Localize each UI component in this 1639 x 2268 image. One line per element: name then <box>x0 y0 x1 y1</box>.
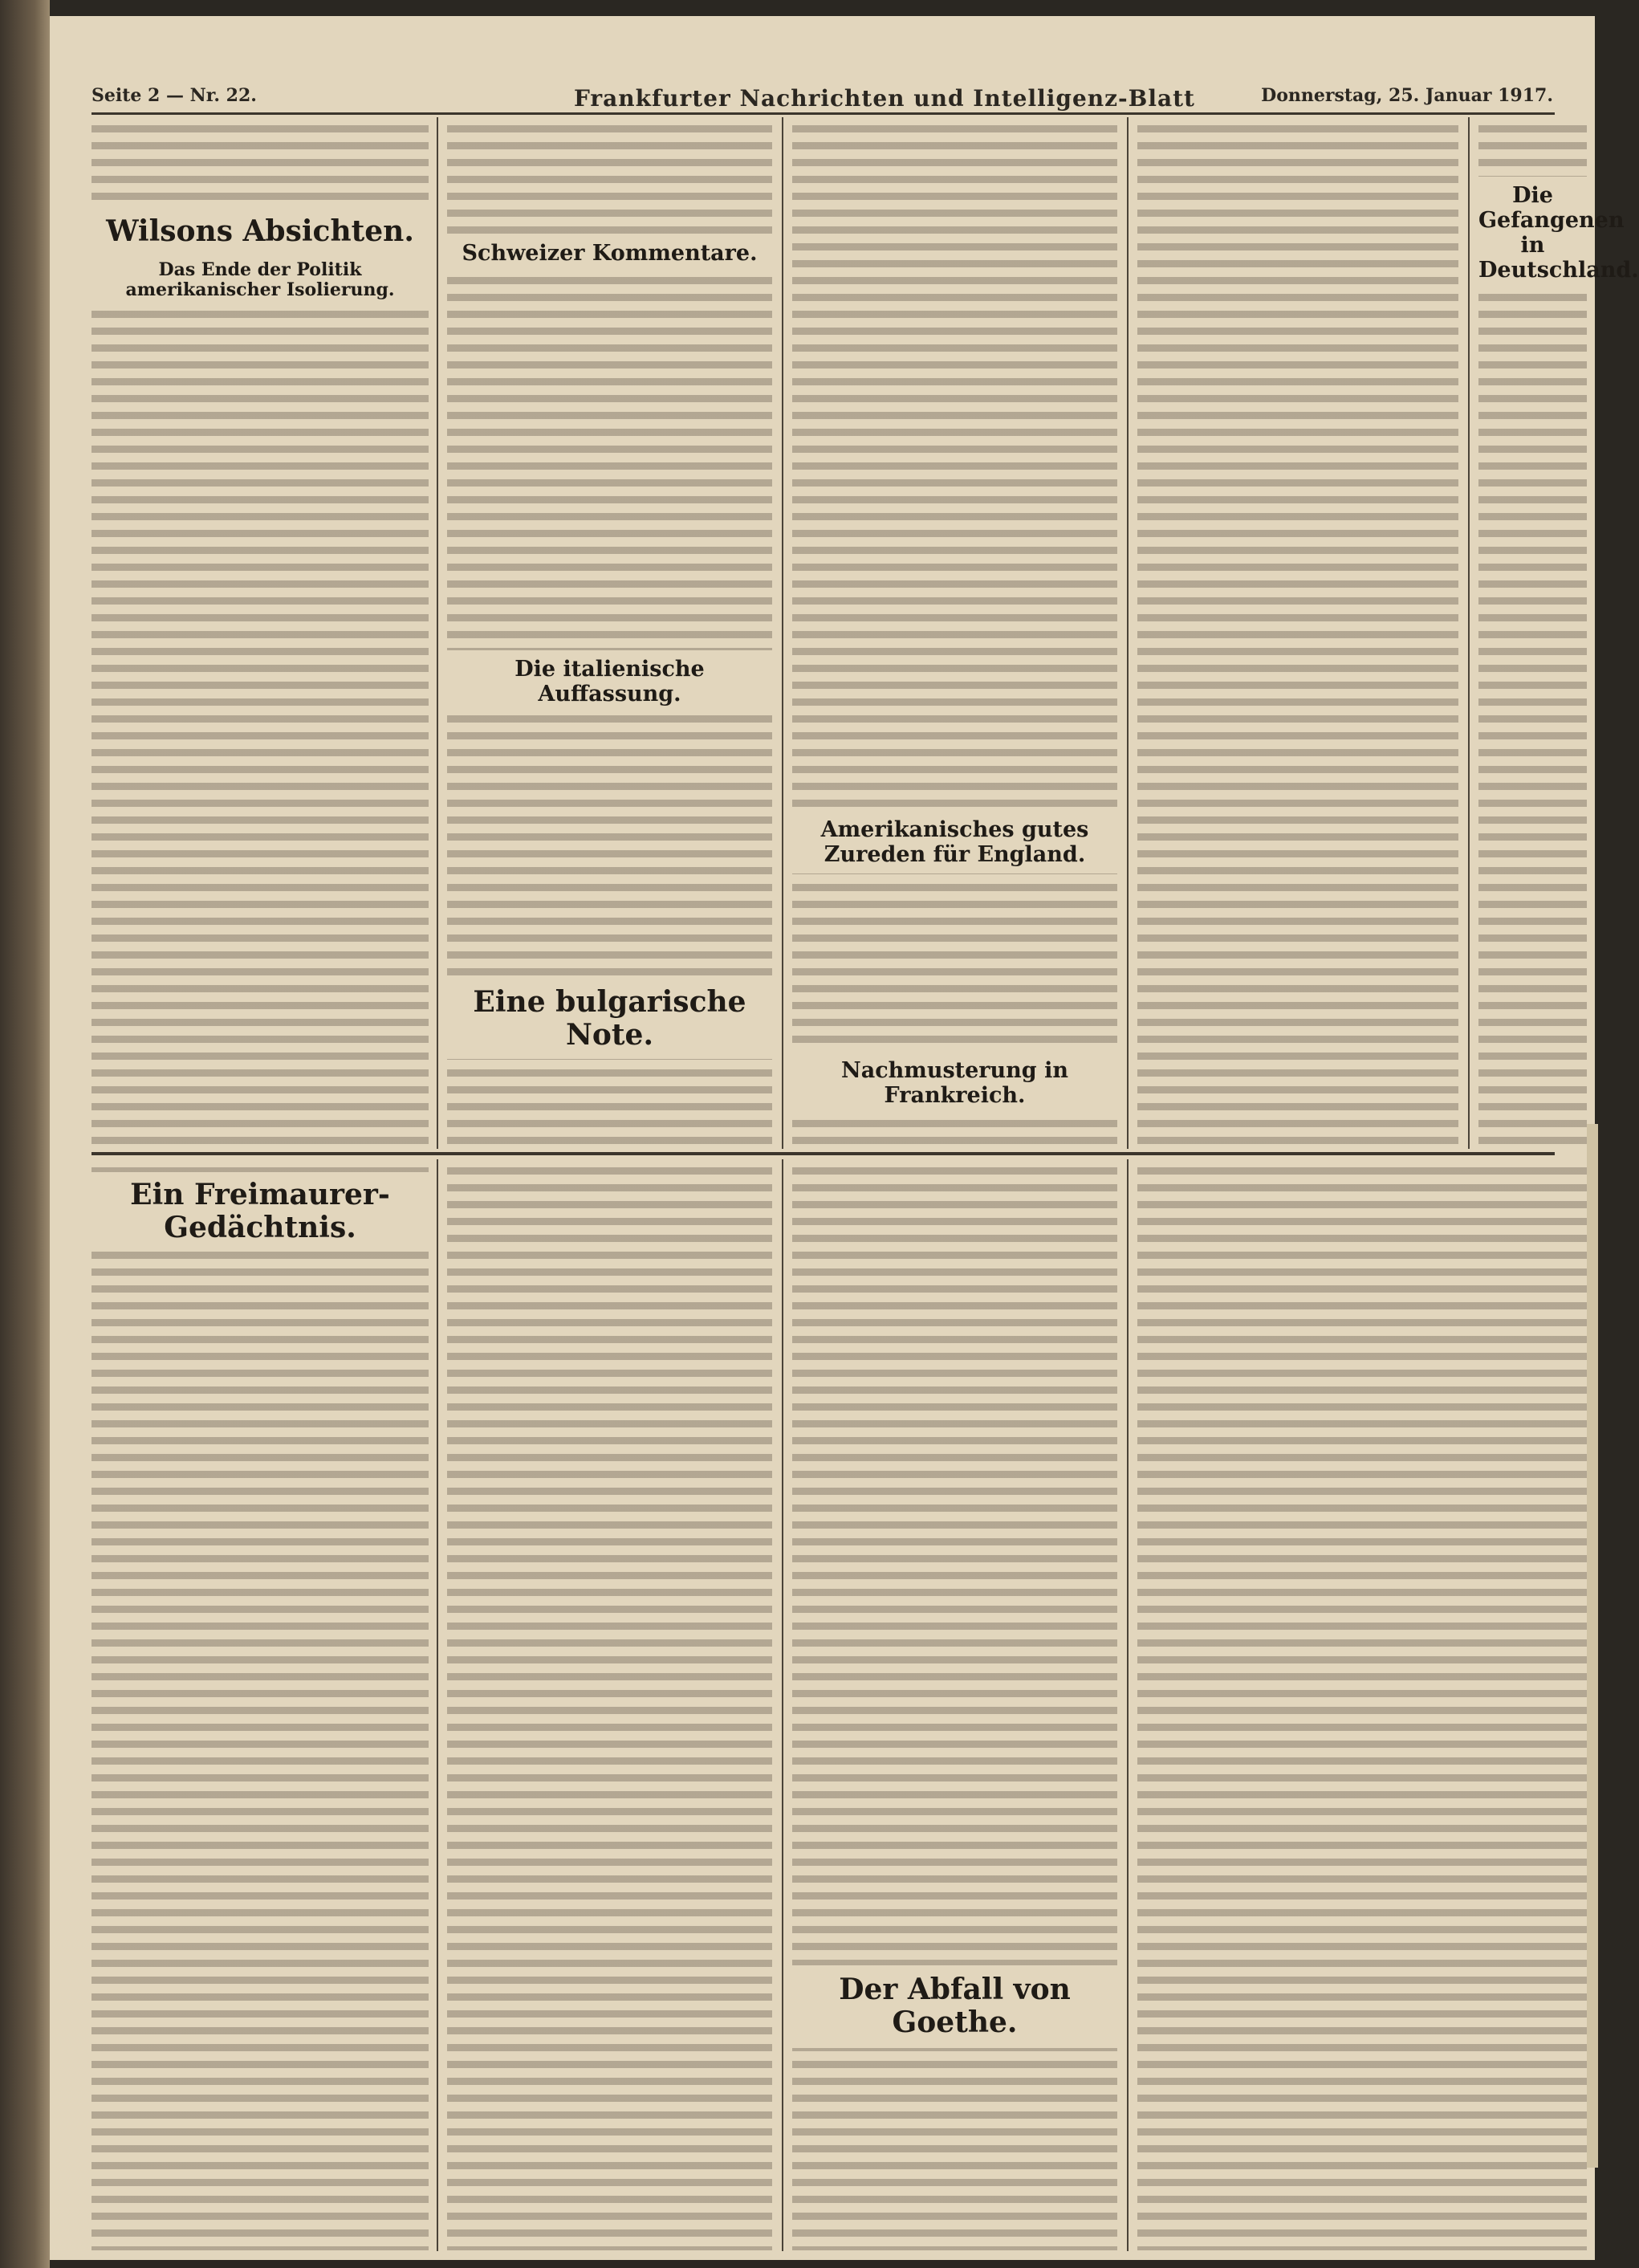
article-headline-american: Amerikanisches gutes Zureden für England. <box>792 811 1117 873</box>
issue-date: Donnerstag, 25. Januar 1917. <box>1261 85 1553 106</box>
body-text-lines <box>792 120 1117 1148</box>
article-headline-wilson: Wilsons Absichten. <box>92 209 429 254</box>
body-text-lines <box>92 1163 429 2250</box>
column-lower-2 <box>447 1163 772 2250</box>
article-headline-bulgarian: Eine bulgarische Note. <box>447 979 772 1059</box>
page-number: Seite 2 — Nr. 22. <box>92 85 257 106</box>
column-4 <box>1137 120 1458 1148</box>
section-divider-rule <box>92 1152 1555 1155</box>
article-headline-french: Nachmusterung in Frankreich. <box>792 1052 1117 1114</box>
column-3 <box>792 120 1117 1148</box>
article-headline-prisoners: Die Gefangenen in Deutschland. <box>1478 177 1587 289</box>
article-headline-freemason: Ein Freimaurer-Gedächtnis. <box>92 1172 429 1252</box>
article-headline-goethe: Der Abfall von Goethe. <box>792 1965 1117 2048</box>
column-rule <box>437 1159 438 2251</box>
newspaper-page <box>50 16 1639 2260</box>
column-rule <box>782 117 783 1149</box>
book-spine <box>0 0 50 2268</box>
body-text-lines <box>1137 1163 1587 2250</box>
column-2 <box>447 120 772 1148</box>
body-text-lines <box>447 1163 772 2250</box>
page-header <box>50 16 1595 112</box>
column-5 <box>1478 120 1639 1148</box>
column-lower-4 <box>1137 1163 1587 2250</box>
page-edge <box>1587 1124 1598 2168</box>
column-lower-1 <box>92 1163 429 2250</box>
header-rule <box>92 112 1555 115</box>
column-rule <box>1468 117 1470 1149</box>
body-text-lines <box>1137 120 1458 1148</box>
body-text-lines <box>792 1163 1117 2250</box>
column-rule <box>1127 117 1129 1149</box>
column-rule <box>782 1159 783 2251</box>
article-headline-italian: Die italienische Auffassung. <box>447 650 772 713</box>
column-rule <box>1127 1159 1129 2251</box>
column-lower-3 <box>792 1163 1117 2250</box>
column-rule <box>437 117 438 1149</box>
column-1 <box>92 120 429 1148</box>
article-headline-swiss: Schweizer Kommentare. <box>447 234 772 272</box>
article-subheadline-wilson: Das Ende der Politik amerikanischer Isolierung. <box>92 257 429 304</box>
masthead: Frankfurter Nachrichten und Intelligenz-Blatt <box>574 85 1195 112</box>
